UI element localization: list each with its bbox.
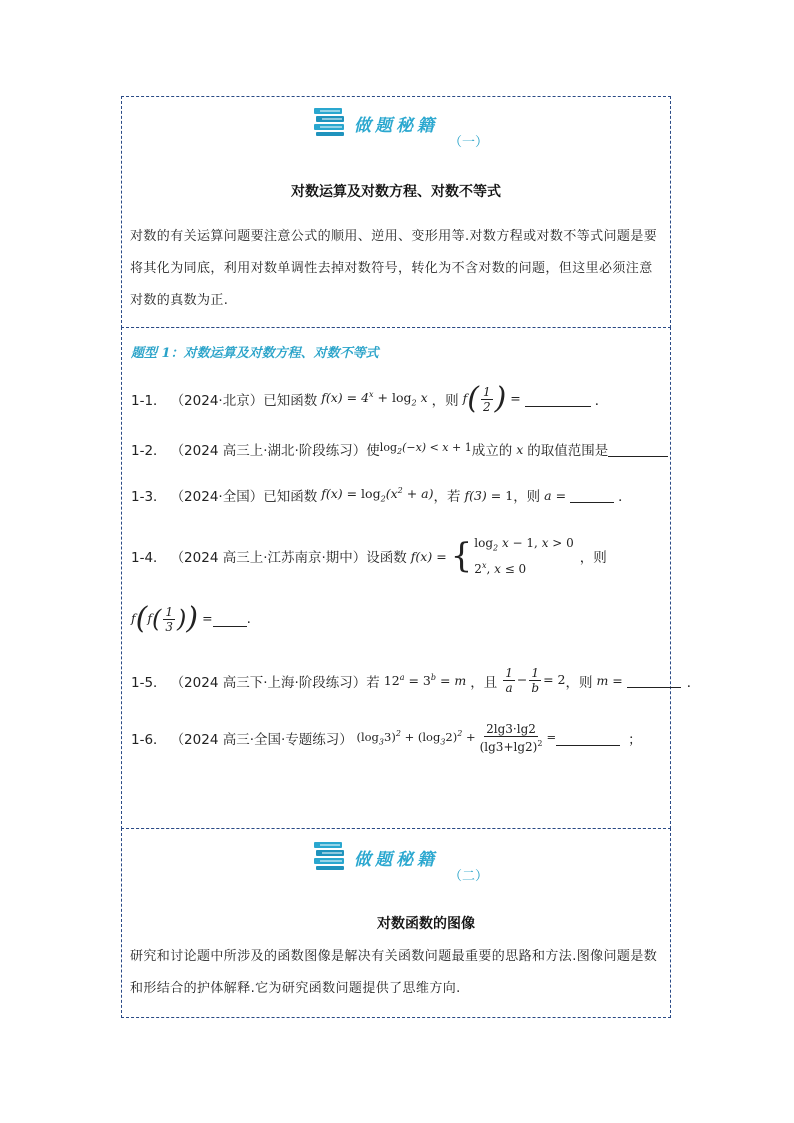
question-number: 1-1． bbox=[131, 393, 167, 409]
section-title: 对数运算及对数方程、对数不等式 bbox=[291, 184, 501, 200]
question-1-4-continued: f(f( $\frac{1}{3}$ )) = . bbox=[131, 601, 251, 636]
question-1-6 bbox=[131, 722, 642, 754]
formula: $f(x) = \log_2(x^2 + a)$ bbox=[317, 486, 434, 504]
section-box-3 bbox=[121, 828, 671, 1018]
question-source: （2024 高三上·江苏南京·期中） bbox=[170, 550, 367, 567]
formula: f(f( $\frac{1}{3}$ )) = bbox=[131, 601, 213, 636]
formula: f( $\frac{1}{2}$ ) = bbox=[458, 381, 521, 416]
question-text: 使 bbox=[366, 443, 380, 459]
question-1-2 bbox=[131, 439, 668, 459]
topic-heading: 题型 1：对数运算及对数方程、对数不等式 bbox=[131, 346, 379, 361]
formula: $(\log_33)^2 + (\log_32)^2$ + $\frac{2\lg 3\cdot\lg 2}{(\lg 3+\lg 2)^2}$ = bbox=[356, 722, 557, 754]
question-end: ． bbox=[594, 393, 609, 409]
banner-number: （一） bbox=[449, 135, 489, 150]
banner-title: 做题秘籍 bbox=[354, 850, 438, 870]
section-paragraph: 对数的有关运算问题要注意公式的顺用、逆用、变形用等.对数方程或对数不等式问题是要将其化为同底，利用对数单调性去掉对数符号，转化为不含对数的问题，但这里必须注意对数的真数为正. bbox=[130, 229, 658, 308]
question-text: 已知函数 bbox=[263, 489, 318, 505]
answer-blank[interactable] bbox=[525, 392, 591, 407]
question-number: 1-2． bbox=[131, 443, 167, 459]
question-1-3 bbox=[131, 485, 632, 505]
section-box-2 bbox=[121, 327, 701, 829]
question-1-4 bbox=[131, 534, 607, 578]
banner-1 bbox=[312, 105, 489, 150]
answer-blank[interactable] bbox=[556, 731, 620, 746]
answer-blank[interactable] bbox=[627, 673, 681, 688]
question-number: 1-5． bbox=[131, 674, 167, 691]
question-source: （2024·北京） bbox=[170, 393, 264, 409]
answer-blank[interactable] bbox=[570, 488, 614, 503]
section-paragraph: 研究和讨论题中所涉及的函数图像是解决有关函数问题最重要的思路和方法.图像问题是数和形结合的护体解释.它为研究函数问题提供了思维方向. bbox=[130, 949, 658, 996]
question-number: 1-4． bbox=[131, 550, 167, 567]
question-text: 设函数 bbox=[366, 550, 407, 567]
formula: $\log_2(-x) < x + 1$ bbox=[379, 441, 472, 457]
question-text: ，则 bbox=[431, 393, 459, 409]
banner-title: 做题秘籍 bbox=[354, 116, 438, 136]
formula: m = bbox=[592, 673, 623, 688]
section-box-1 bbox=[121, 96, 671, 328]
question-end: ． bbox=[618, 489, 632, 505]
question-source: （2024 高三下·上海·阶段练习） bbox=[170, 674, 367, 691]
question-1-5 bbox=[131, 666, 700, 695]
banner-2 bbox=[312, 839, 489, 884]
question-text: 已知函数 bbox=[263, 393, 318, 409]
question-text: ，则 bbox=[513, 489, 541, 505]
section-title: 对数函数的图像 bbox=[377, 916, 475, 932]
question-source: （2024·全国） bbox=[170, 489, 264, 505]
question-text: 成立的 bbox=[471, 443, 513, 459]
question-end: ． bbox=[686, 674, 701, 691]
question-number: 1-6． bbox=[131, 732, 167, 748]
formula: x bbox=[512, 441, 528, 457]
formula: a = bbox=[540, 487, 567, 503]
books-icon bbox=[312, 105, 348, 137]
question-text: ，若 bbox=[433, 489, 461, 505]
formula: f(3) = 1 bbox=[460, 487, 514, 503]
formula: $\frac{1}{a}$ − $\frac{1}{b}$ = 2 bbox=[505, 666, 566, 695]
question-text: 若 bbox=[366, 674, 380, 691]
books-icon bbox=[312, 839, 348, 871]
question-source: （2024 高三·全国·专题练习） bbox=[170, 732, 353, 748]
question-text: ，则 bbox=[565, 674, 593, 691]
formula: $12^a = 3^b = m$ bbox=[383, 672, 471, 689]
formula: f(x) = { $\log_2 x - 1$, x > 0 2$^x$, x ≤ 0 bbox=[406, 536, 574, 577]
formula: $f(x) = 4^x + \log_2 x$ bbox=[317, 390, 432, 408]
question-1-1 bbox=[131, 381, 609, 416]
question-end: ； bbox=[628, 732, 642, 748]
question-text: ，且 bbox=[470, 674, 498, 691]
question-text: ，则 bbox=[579, 550, 607, 567]
banner-number: （二） bbox=[449, 869, 489, 884]
question-text: 的取值范围是 bbox=[527, 443, 609, 459]
question-source: （2024 高三上·湖北·阶段练习） bbox=[170, 443, 367, 459]
answer-blank[interactable] bbox=[213, 612, 247, 627]
question-number: 1-3． bbox=[131, 489, 167, 505]
answer-blank[interactable] bbox=[608, 442, 668, 457]
